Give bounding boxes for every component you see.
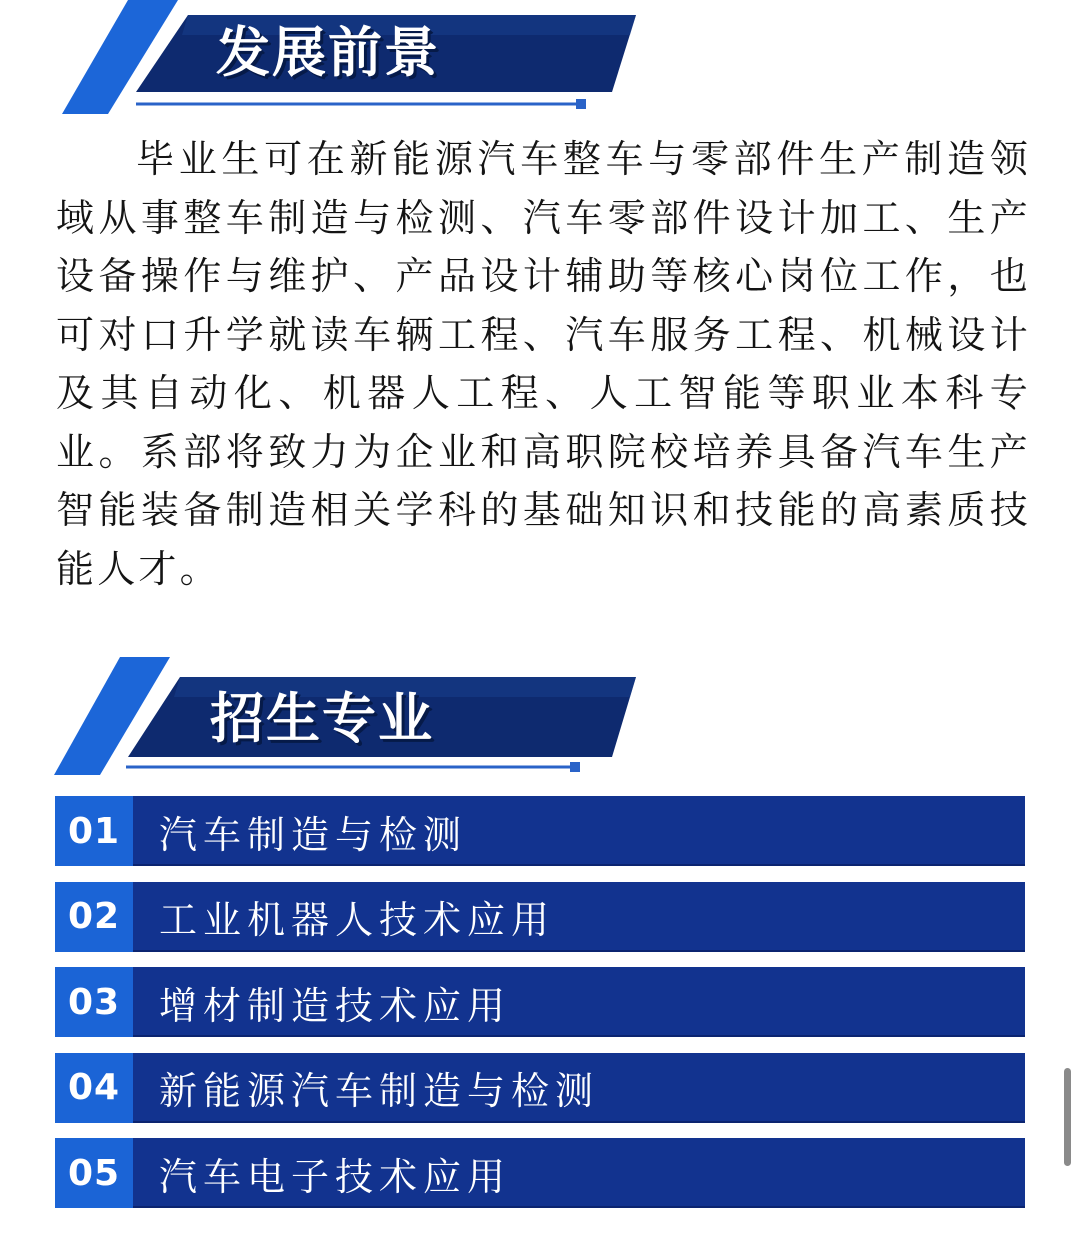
section-header-prospects <box>0 0 700 120</box>
prospects-paragraph: 毕业生可在新能源汽车整车与零部件生产制造领域从事整车制造与检测、汽车零部件设计加工、生产设备操作与维护、产品设计辅助等核心岗位工作，也可对口升学就读车辆工程、汽车服务工程、机械设计及其自动化、机器人工程、人工智能等职业本科专业。系部将致力为企业和高职院校培养具备汽车生产智能装备制造相关学科的基础知识和技能的高素质技能人才。 <box>56 137 1031 591</box>
major-number: 03 <box>55 967 133 1037</box>
major-name: 增材制造技术应用 <box>159 983 512 1028</box>
major-name: 汽车电子技术应用 <box>159 1154 512 1199</box>
major-item <box>55 796 1025 866</box>
section-title: 发展前景 <box>216 21 440 84</box>
major-name: 汽车制造与检测 <box>159 812 468 857</box>
major-item <box>55 1138 1025 1208</box>
major-name: 工业机器人技术应用 <box>159 898 556 942</box>
majors-list <box>55 796 1025 1224</box>
major-item <box>55 967 1025 1037</box>
section-header-majors <box>0 655 700 775</box>
major-number: 01 <box>55 796 133 866</box>
major-item <box>55 1053 1025 1123</box>
major-number: 02 <box>55 882 133 952</box>
major-name: 新能源汽车制造与检测 <box>159 1069 600 1113</box>
major-number: 04 <box>55 1053 133 1123</box>
major-number: 05 <box>55 1138 133 1208</box>
major-item <box>55 882 1025 952</box>
section-title: 招生专业 <box>210 687 434 750</box>
scrollbar[interactable] <box>1064 1068 1071 1166</box>
